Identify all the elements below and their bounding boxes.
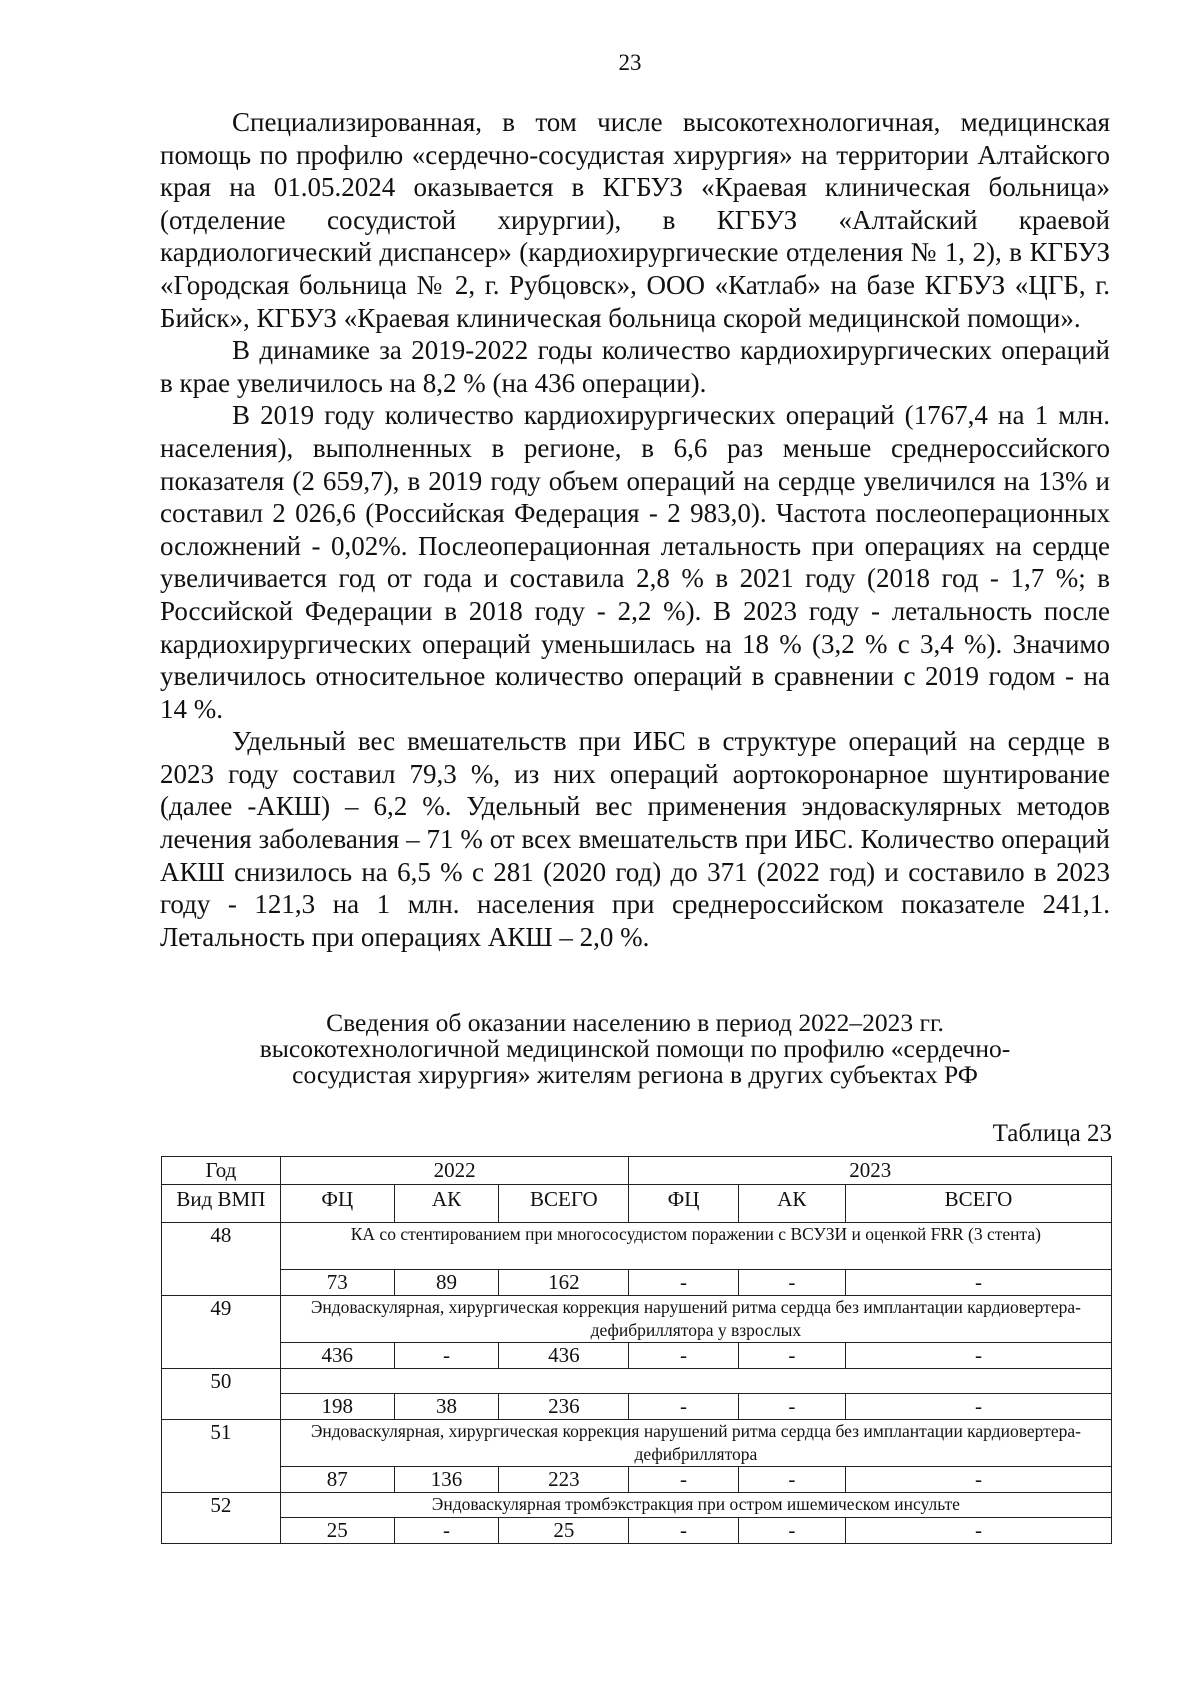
header-row-columns <box>162 1185 1112 1223</box>
value-fc-2022: 87 <box>280 1467 394 1493</box>
value-total-2022: 436 <box>499 1343 629 1369</box>
header-total-2023: ВСЕГО <box>845 1185 1111 1223</box>
vmp-code: 50 <box>162 1369 281 1420</box>
value-ak-2023: - <box>738 1518 845 1544</box>
value-total-2022: 223 <box>499 1467 629 1493</box>
value-ak-2022: 89 <box>394 1270 499 1296</box>
table-row-values <box>162 1343 1112 1369</box>
header-type-label: Вид ВМП <box>162 1185 281 1223</box>
table-row-values <box>162 1270 1112 1296</box>
table-row-values <box>162 1394 1112 1420</box>
vmp-description: Эндоваскулярная тромбэкстракция при остром ишемическом инсульте <box>280 1493 1111 1518</box>
value-ak-2023: - <box>738 1270 845 1296</box>
value-ak-2023: - <box>738 1394 845 1420</box>
value-total-2023: - <box>845 1270 1111 1296</box>
vmp-description: КА со стентированием при многососудистом поражении с ВСУЗИ и оценкой FRR (3 стента) <box>280 1223 1111 1270</box>
value-total-2022: 25 <box>499 1518 629 1544</box>
value-fc-2022: 73 <box>280 1270 394 1296</box>
header-ak-2022: АК <box>394 1185 499 1223</box>
value-ak-2022: - <box>394 1343 499 1369</box>
value-fc-2022: 198 <box>280 1394 394 1420</box>
header-row-years <box>162 1157 1112 1185</box>
value-total-2023: - <box>845 1518 1111 1544</box>
value-total-2022: 162 <box>499 1270 629 1296</box>
vmp-table <box>161 1156 1112 1544</box>
header-fc-2022: ФЦ <box>280 1185 394 1223</box>
header-year-2023: 2023 <box>629 1157 1112 1185</box>
value-fc-2022: 25 <box>280 1518 394 1544</box>
table-label: Таблица 23 <box>992 1120 1112 1147</box>
value-ak-2023: - <box>738 1343 845 1369</box>
value-fc-2022: 436 <box>280 1343 394 1369</box>
value-total-2023: - <box>845 1343 1111 1369</box>
table-row-description <box>162 1223 1112 1270</box>
vmp-description: Эндоваскулярная, хирургическая коррекция нарушений ритма сердца без имплантации кардиовертера-дефибриллятора у взрослых <box>280 1296 1111 1343</box>
table-row-description <box>162 1420 1112 1467</box>
header-ak-2023: АК <box>738 1185 845 1223</box>
value-fc-2023: - <box>629 1343 738 1369</box>
vmp-code: 49 <box>162 1296 281 1369</box>
paragraph: Специализированная, в том числе высокотехнологичная, медицинская помощь по профилю «сердечно-сосудистая хирургия» на территории Алтайского края на 01.05.2024 оказывается в КГБУЗ «Краевая клиническая больница» (отделение сосудистой хирургии), в КГБУЗ «Алтайский краевой кардиологический диспансер» (кардиохирургические отделения № 1, 2), в КГБУЗ «Городская больница № 2, г. Рубцовск», ООО «Катлаб» на базе КГБУЗ «ЦГБ, г. Бийск», КГБУЗ «Краевая клиническая больница скорой медицинской помощи». <box>160 107 1110 333</box>
header-year-2022: 2022 <box>280 1157 629 1185</box>
paragraph: В динамике за 2019-2022 годы количество кардиохирургических операций в крае увеличилось на 8,2 % (на 436 операции). <box>160 335 1110 398</box>
paragraph: В 2019 году количество кардиохирургических операций (1767,4 на 1 млн. населения), выполненных в регионе, в 6,6 раз меньше среднероссийского показателя (2 659,7), в 2019 году объем операций на сердце увеличился на 13% и составил 2 026,6 (Российская Федерация - 2 983,0). Частота послеоперационных осложнений - 0,02%. Послеоперационная летальность при операциях на сердце увеличивается год от года и составила 2,8 % в 2021 году (2018 год - 1,7 %; в Российской Федерации в 2018 году - 2,2 %). В 2023 году - летальность после кардиохирургических операций уменьшилась на 18 % (3,2 % с 3,4 %). Значимо увеличилось относительное количество операций в сравнении с 2019 годом - на 14 %. <box>160 400 1110 724</box>
table-row-values <box>162 1518 1112 1544</box>
value-fc-2023: - <box>629 1467 738 1493</box>
value-total-2022: 236 <box>499 1394 629 1420</box>
value-ak-2022: 136 <box>394 1467 499 1493</box>
vmp-description <box>280 1369 1111 1394</box>
header-year-label: Год <box>162 1157 281 1185</box>
value-ak-2022: 38 <box>394 1394 499 1420</box>
caption-line: высокотехнологичной медицинской помощи по профилю «сердечно- <box>259 1034 1011 1063</box>
value-fc-2023: - <box>629 1518 738 1544</box>
vmp-description: Эндоваскулярная, хирургическая коррекция нарушений ритма сердца без имплантации кардиовертера-дефибриллятора <box>280 1420 1111 1467</box>
table-caption <box>160 1010 1110 1088</box>
table-row-values <box>162 1467 1112 1493</box>
caption-line: Сведения об оказании населению в период 2022–2023 гг. <box>326 1008 944 1037</box>
vmp-code: 51 <box>162 1420 281 1493</box>
body-text <box>160 106 1110 953</box>
value-fc-2023: - <box>629 1394 738 1420</box>
vmp-code: 48 <box>162 1223 281 1296</box>
value-ak-2023: - <box>738 1467 845 1493</box>
header-total-2022: ВСЕГО <box>499 1185 629 1223</box>
paragraph: Удельный вес вмешательств при ИБС в структуре операций на сердце в 2023 году составил 79,3 %, из них операций аортокоронарное шунтирование (далее -АКШ) – 6,2 %. Удельный вес применения эндоваскулярных методов лечения заболевания – 71 % от всех вмешательств при ИБС. Количество операций АКШ снизилось на 6,5 % с 281 (2020 год) до 371 (2022 год) и составило в 2023 году - 121,3 на 1 млн. населения при среднероссийском показателе 241,1. Летальность при операциях АКШ – 2,0 %. <box>160 726 1110 952</box>
header-fc-2023: ФЦ <box>629 1185 738 1223</box>
page-number: 23 <box>618 50 642 75</box>
table-row-description <box>162 1296 1112 1343</box>
table-row-description <box>162 1369 1112 1394</box>
table-row-description <box>162 1493 1112 1518</box>
value-total-2023: - <box>845 1394 1111 1420</box>
value-ak-2022: - <box>394 1518 499 1544</box>
value-total-2023: - <box>845 1467 1111 1493</box>
vmp-code: 52 <box>162 1493 281 1544</box>
caption-line: сосудистая хирургия» жителям региона в других субъектах РФ <box>292 1060 978 1089</box>
value-fc-2023: - <box>629 1270 738 1296</box>
